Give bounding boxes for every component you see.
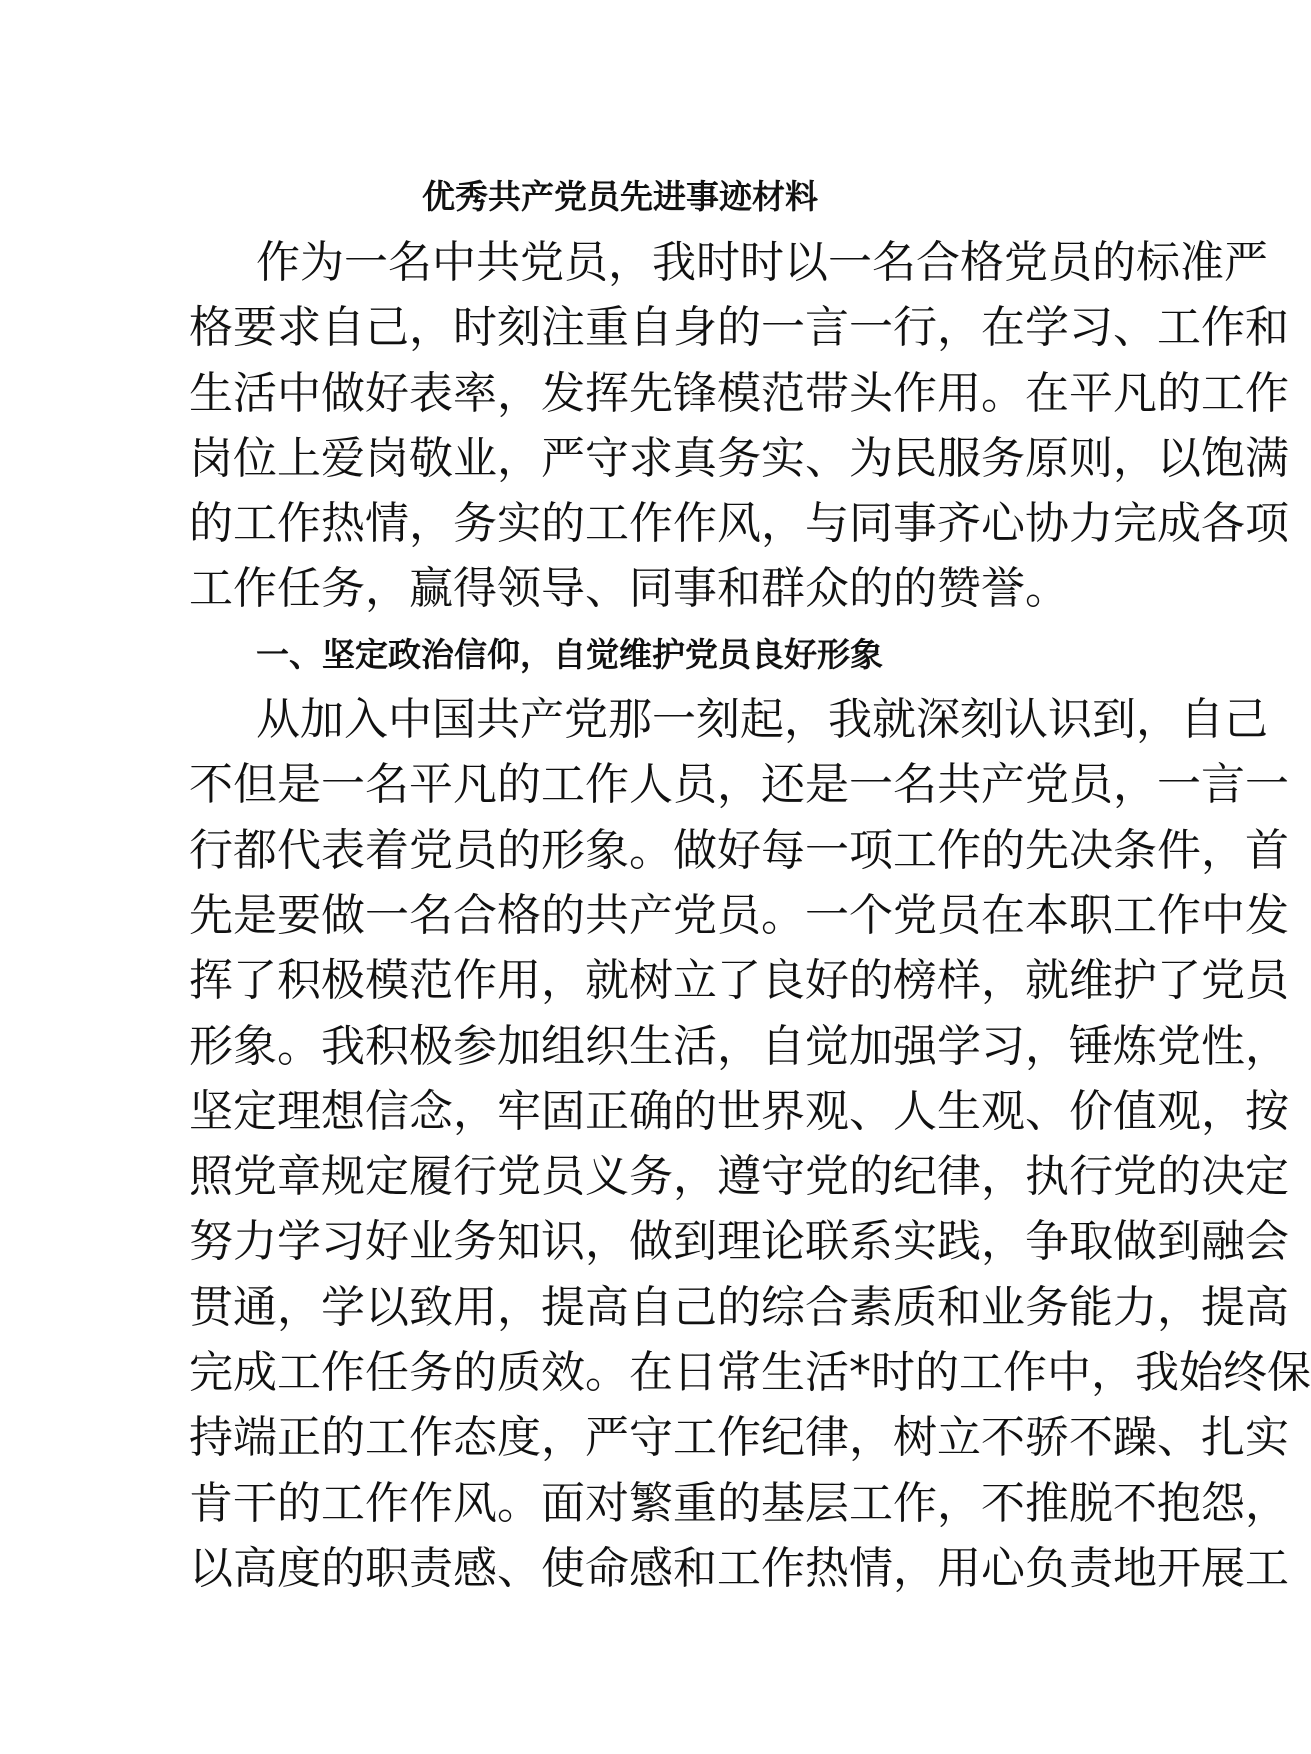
paragraph-line: 岗位上爱岗敬业，严守求真务实、为民服务原则，以饱满 xyxy=(189,432,1289,484)
paragraph-line: 肯干的工作作风。面对繁重的基层工作，不推脱不抱怨， xyxy=(189,1477,1289,1529)
paragraph-line: 的工作热情，务实的工作作风，与同事齐心协力完成各项 xyxy=(189,498,1289,550)
paragraph-line: 形象。我积极参加组织生活，自觉加强学习，锤炼党性， xyxy=(189,1020,1289,1072)
paragraph-line: 格要求自己，时刻注重自身的一言一行，在学习、工作和 xyxy=(189,302,1289,354)
paragraph-line: 生活中做好表率，发挥先锋模范带头作用。在平凡的工作 xyxy=(189,367,1289,419)
paragraph-line: 努力学习好业务知识，做到理论联系实践，争取做到融会 xyxy=(189,1216,1289,1268)
paragraph-line: 持端正的工作态度，严守工作纪律，树立不骄不躁、扎实 xyxy=(189,1412,1289,1464)
paragraph-line: 以高度的职责感、使命感和工作热情，用心负责地开展工 xyxy=(189,1542,1289,1594)
paragraph-line: 先是要做一名合格的共产党员。一个党员在本职工作中发 xyxy=(189,889,1289,941)
paragraph-line: 作为一名中共党员，我时时以一名合格党员的标准严 xyxy=(256,237,1268,288)
paragraph-line: 完成工作任务的质效。在日常生活*时的工作中，我始终保 xyxy=(189,1347,1311,1399)
paragraph-line: 坚定理想信念，牢固正确的世界观、人生观、价值观，按 xyxy=(189,1085,1289,1137)
paragraph-line: 挥了积极模范作用，就树立了良好的榜样，就维护了党员 xyxy=(189,955,1289,1007)
section-heading: 一、坚定政治信仰，自觉维护党员良好形象 xyxy=(256,634,883,674)
paragraph-line: 从加入中国共产党那一刻起，我就深刻认识到，自己 xyxy=(256,694,1268,746)
paragraph-line: 不但是一名平凡的工作人员，还是一名共产党员，一言一 xyxy=(189,759,1289,811)
paragraph-line: 行都代表着党员的形象。做好每一项工作的先决条件，首 xyxy=(189,824,1289,876)
document-title: 优秀共产党员先进事迹材料 xyxy=(422,177,818,216)
paragraph-line: 照党章规定履行党员义务，遵守党的纪律，执行党的决定 xyxy=(189,1151,1289,1203)
document-body xyxy=(189,230,1311,1601)
paragraph-line: 贯通，学以致用，提高自己的综合素质和业务能力，提高 xyxy=(189,1281,1289,1333)
paragraph-line: 工作任务，赢得领导、同事和群众的的赞誉。 xyxy=(189,563,1069,615)
